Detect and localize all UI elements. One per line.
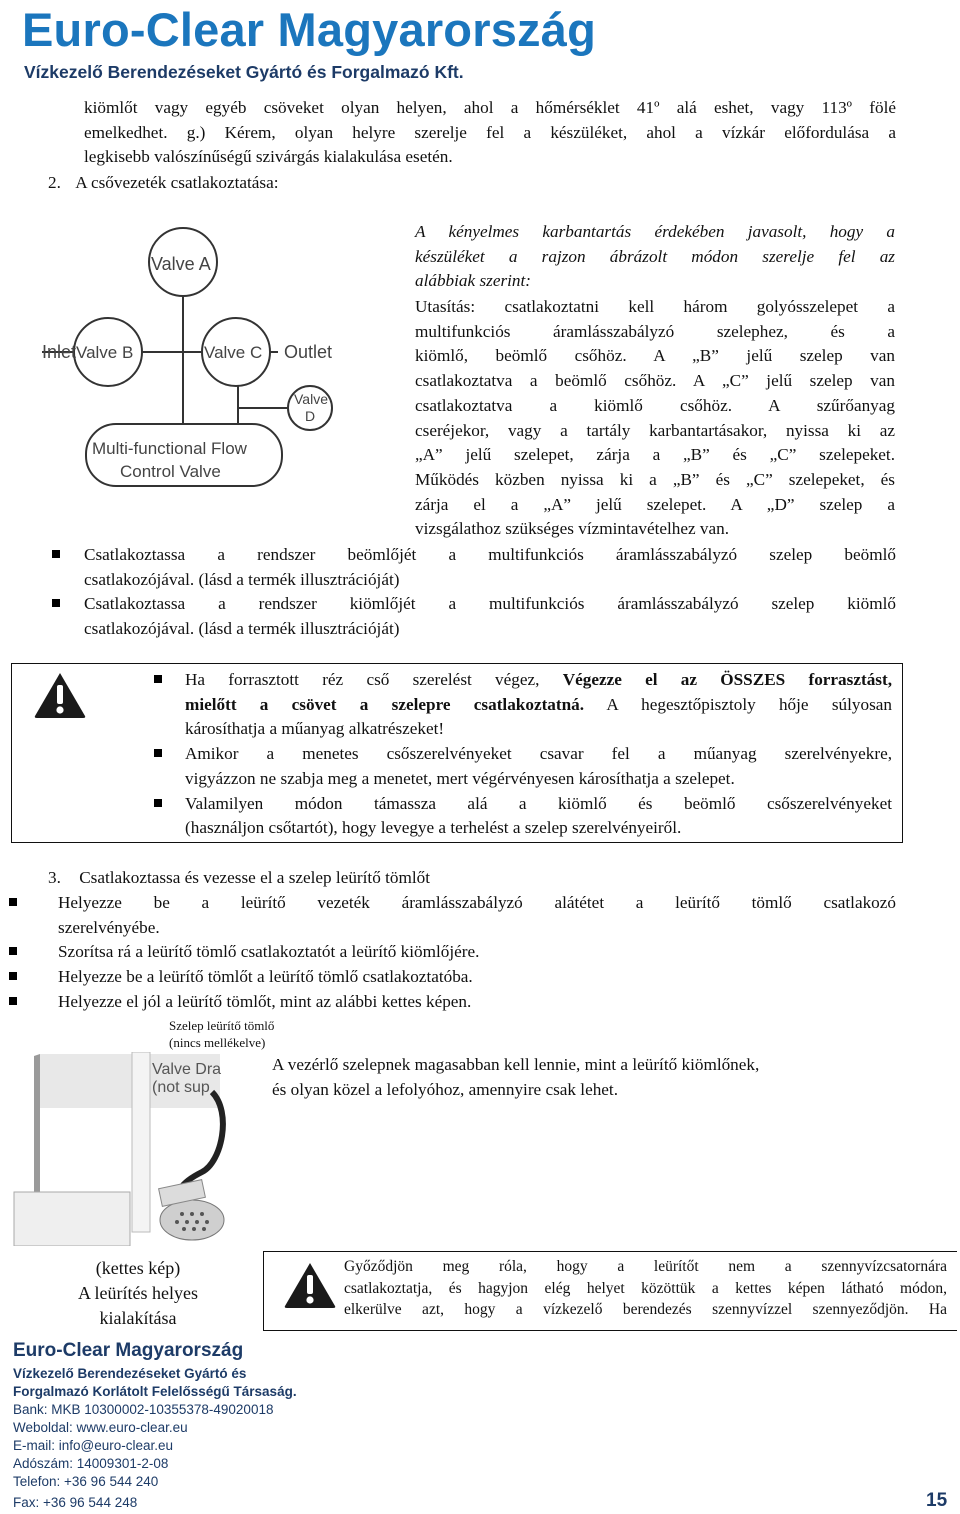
drain-hose-illustration [12, 1052, 270, 1246]
instruction-line: csatlakoztatva a kiömlő csőhöz. A szűrőanyag [415, 395, 895, 415]
drain-bullet [58, 940, 896, 965]
warning-line: vigyázzon ne szabja meg a menetet, mert végérvényesen károsíthatja a szelepet. [185, 768, 735, 788]
caption-line: A leürítés helyes [78, 1283, 198, 1303]
figure-caption [50, 1256, 226, 1331]
instruction-line: cseréjekor, vagy a tartály karbantartásakor, nyissa ki az [415, 420, 895, 440]
bullet-text: Csatlakoztassa a rendszer kiömlőjét a multifunkciós áramlásszabályzó szelep kiömlő [84, 594, 896, 614]
instruction-line: vizsgálathoz szükséges vízmintavételhez van. [415, 519, 730, 539]
instruction-line: „A” jelű szelepet, zárja a „B” és „C” szelepeket. [415, 445, 895, 465]
warning-triangle-icon [32, 670, 88, 720]
warning-line: Ha forrasztott réz cső szerelést végez, Végezze el az ÖSSZES forrasztást, [185, 670, 892, 689]
instruction-line: Utasítás: csatlakoztatni kell három golyósszelepet a [415, 297, 895, 316]
warning-box-drain [263, 1251, 957, 1331]
bullet-square-icon [154, 749, 162, 757]
footer-company-line2: Forgalmazó Korlátolt Felelősségű Társaság. [13, 1384, 297, 1399]
warning-bullet [185, 742, 892, 791]
mfv-label-line1: Multi-functional Flow [92, 439, 247, 458]
bullet-square-icon [9, 947, 17, 955]
figure-label-line: Szelep leürítő tömlő [169, 1018, 275, 1033]
footer-email: E-mail: info@euro-clear.eu [13, 1438, 174, 1453]
italic-line: alábbiak szerint: [415, 271, 532, 291]
instruction-line: multifunkciós áramlásszabályzó szelephez, és a [415, 321, 895, 341]
instruction-line: Működés közben nyissa ki a „B” és „C” szelepeket, és [415, 469, 895, 489]
footer-website: Weboldal: www.euro-clear.eu [13, 1420, 188, 1435]
drain-bullet-list [58, 891, 896, 1015]
instruction-line: zárja el a „A” jelű szelepet. A „D” szelep a [415, 494, 895, 514]
section-2-heading [48, 171, 278, 196]
drain-bullet [58, 990, 896, 1015]
warning-line: Győződjön meg róla, hogy a leürítőt nem a szennyvízcsatornára [344, 1258, 947, 1275]
connect-bullet [84, 543, 896, 592]
bullet-text: Helyezze be a leürítő vezeték áramlásszabályzó alátétet a leürítő tömlő csatlakozó [58, 893, 896, 912]
drain-note-line: és olyan közel a lefolyóhoz, amennyire csak lehet. [272, 1079, 618, 1099]
instruction-line: csatlakoztatva a beömlő csőhöz. A „C” jelű szelep van [415, 371, 895, 391]
valve-diagram [42, 218, 362, 494]
warning-line: Valamilyen módon támassza alá a kiömlő és beömlő csőszerelvényeket [185, 793, 892, 813]
footer-fax: Fax: +36 96 544 248 [13, 1495, 138, 1510]
drain-hose-photo [12, 1052, 270, 1246]
caption-line: kialakítása [99, 1308, 177, 1328]
footer-company-name: Euro-Clear Magyarország [13, 1340, 244, 1361]
drain-note-line: A vezérlő szelepnek magasabban kell lennie, mint a leürítő kiömlőnek, [272, 1055, 760, 1074]
company-logo-title: Euro-Clear Magyarország [22, 3, 596, 56]
warning-bullets [185, 668, 892, 841]
section-title: A csővezeték csatlakoztatása: [75, 173, 279, 192]
bullet-text: szerelvényébe. [58, 917, 160, 937]
warning-line: mielőtt a csövet a szelepre csatlakoztatná. A hegesztőpisztoly hője súlyosan [185, 694, 892, 714]
bullet-text: Helyezze be a leürítő tömlőt a leürítő tömlő csatlakoztatóba. [58, 967, 473, 987]
bullet-square-icon [9, 997, 17, 1005]
section-number: 3. [48, 868, 61, 887]
photo-text-line1: Valve Dra [152, 1061, 222, 1078]
bullet-square-icon [9, 898, 17, 906]
italic-line: A kényelmes karbantartás érdekében javasolt, hogy a [415, 222, 895, 241]
bullet-text: Helyezze el jól a leürítő tömlőt, mint az alábbi kettes képen. [58, 991, 472, 1011]
footer-bank: Bank: MKB 10300002-10355378-49020018 [13, 1402, 274, 1417]
warning-bullet [185, 792, 892, 841]
connect-bullet [84, 592, 896, 641]
drain-figure-label [169, 1017, 274, 1051]
italic-line: készüléket a rajzon ábrázolt módon szerelje fel az [415, 246, 895, 266]
valve-diagram-svg [42, 218, 362, 494]
bullet-square-icon [154, 799, 162, 807]
caption-line: (kettes kép) [95, 1258, 181, 1278]
valve-a-label: Valve A [151, 254, 211, 274]
intro-line: emelkedhet. g.) Kérem, olyan helyre szerelje fel a készüléket, ahol a vízkár előfordulása a [84, 122, 896, 142]
italic-recommendation [415, 220, 895, 294]
footer-tax-number: Adószám: 14009301-2-08 [13, 1456, 169, 1471]
connect-bullet-list [84, 543, 896, 642]
intro-line: legkisebb valószínűségű szivárgás kialakulása esetén. [84, 147, 453, 167]
warning-bullet [185, 668, 892, 742]
instruction-line: kiömlő, beömlő csőhöz. A „B” jelű szelep van [415, 346, 895, 366]
valve-c-label: Valve C [204, 343, 263, 362]
warning-line: csatlakoztatja, és hagyjon elég helyet közöttük a kettes képen látható módon, [344, 1279, 947, 1297]
warning-line: Amikor a menetes csőszerelvényeket csavar fel a műanyag szerelvényekre, [185, 744, 892, 764]
bullet-square-icon [9, 972, 17, 980]
section-title: Csatlakoztassa és vezesse el a szelep leürítő tömlőt [79, 868, 430, 887]
warning-box-soldering [11, 663, 903, 843]
drain-bullet [58, 965, 896, 990]
bullet-text: csatlakozójával. (lásd a termék illusztrációját) [84, 569, 400, 589]
warning-line: károsíthatja a műanyag alkatrészeket! [185, 719, 445, 739]
warning-line: elkerülve azt, hogy a vízkezelő berendezés szennyvízzel szennyeződjön. Ha [344, 1301, 947, 1318]
valve-d-label-line1: Valve [294, 391, 328, 407]
section-3-heading [48, 866, 430, 891]
drain-bullet [58, 891, 896, 940]
page-number: 15 [926, 1490, 948, 1511]
valve-d-label-line2: D [305, 408, 316, 424]
bullet-text: Szorítsa rá a leürítő tömlő csatlakoztatót a leürítő kiömlőjére. [58, 942, 480, 962]
footer-phone: Telefon: +36 96 544 240 [13, 1474, 159, 1489]
section-number: 2. [48, 173, 61, 192]
warning-drain-text [344, 1256, 947, 1321]
bullet-square-icon [52, 550, 60, 558]
bullet-text: Csatlakoztassa a rendszer beömlőjét a multifunkciós áramlásszabályzó szelep beömlő [84, 545, 896, 564]
bullet-square-icon [52, 599, 60, 607]
footer-company-line1: Vízkezelő Berendezéseket Gyártó és [13, 1366, 247, 1381]
inlet-label: Inlet [42, 342, 77, 362]
figure-label-line: (nincs mellékelve) [169, 1035, 266, 1050]
company-logo-subtitle: Vízkezelő Berendezéseket Gyártó és Forgalmazó Kft. [24, 62, 464, 82]
instruction-paragraph [415, 295, 895, 542]
intro-line: kiömlőt vagy egyéb csöveket olyan helyen, ahol a hőmérséklet 41º alá eshet, vagy 113º fölé [84, 98, 896, 117]
warning-line: (használjon csőtartót), hogy levegye a terhelést a szelep szerelvényeiről. [185, 818, 682, 838]
bullet-square-icon [154, 675, 162, 683]
bullet-text: csatlakozójával. (lásd a termék illusztrációját) [84, 619, 400, 639]
warning-triangle-icon [282, 1260, 338, 1310]
photo-text-line2: (not sup [152, 1079, 210, 1096]
drain-note [272, 1053, 759, 1102]
valve-b-label: Valve B [76, 343, 134, 362]
outlet-label: Outlet [284, 342, 333, 362]
intro-paragraph [84, 96, 896, 170]
mfv-label-line2: Control Valve [120, 462, 221, 481]
